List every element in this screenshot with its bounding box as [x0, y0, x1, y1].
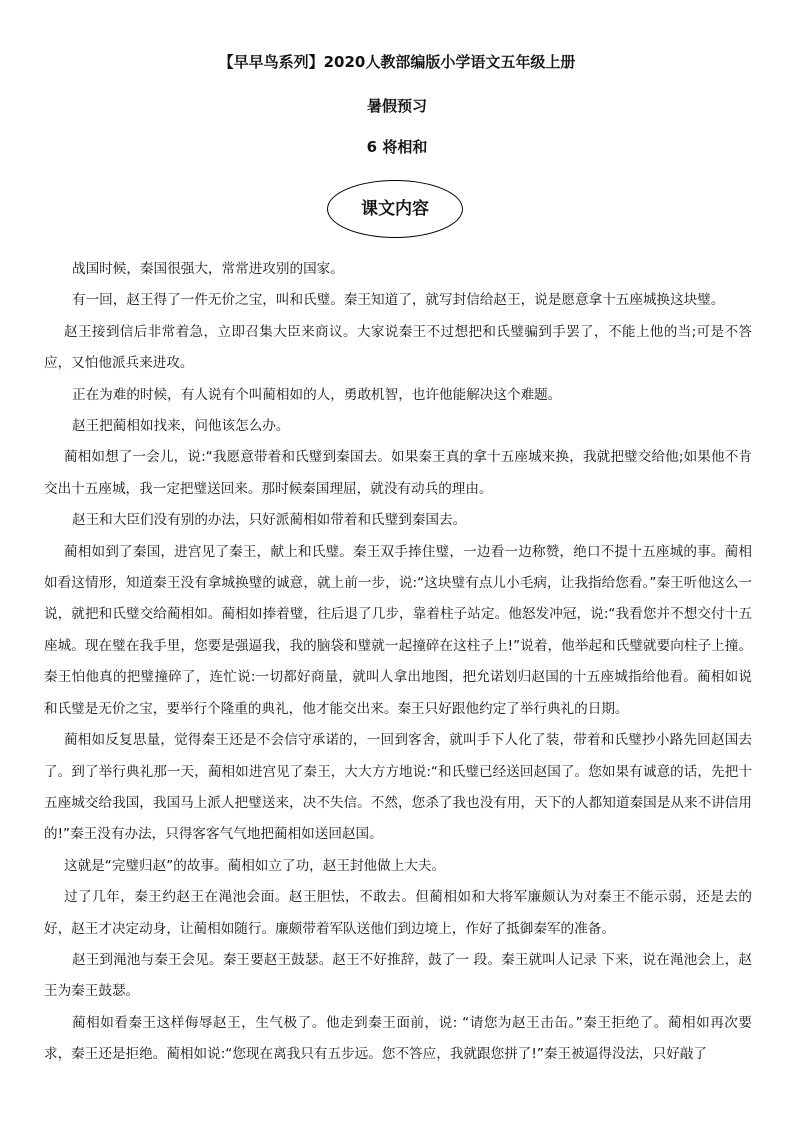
paragraph: 这就是“完璧归赵”的故事。蔺相如立了功，赵王封他做上大夫。	[64, 857, 446, 874]
section-label: 课文内容	[361, 199, 429, 219]
paragraph: 赵王到渑池与秦王会见。秦王要赵王鼓瑟。赵王不好推辞，鼓了一 段。秦王就叫人记录 下来，说在渑池会上，赵王为秦王鼓瑟。	[44, 951, 752, 1000]
paragraph: 过了几年，秦王约赵王在渑池会面。赵王胆怯，不敢去。但蔺相如和大将军廉颇认为对秦王不能示弱，还是去的好，赵王才决定动身，让蔺相如随行。廉颇带着军队送他们到边境上，作好了抵御秦军的准备。	[44, 889, 752, 937]
paragraph: 赵王把蔺相如找来，问他该怎么办。	[72, 418, 290, 435]
lesson-title: 6 将相和	[366, 138, 428, 156]
paragraph: 蔺相如反复思量，觉得秦王还是不会信守承诺的，一回到客舍，就叫手下人化了装，带着和氏璧抄小路先回赵国去了。到了举行典礼那一天，蔺相如进宫见了秦王，大大方方地说:“和氏璧已经送回赵国了。您如果有诚意的话，先把十五座城交给我国，我国马上派人把璧送来，决不失信。不然，您杀了我也没有用，天下的人都知道秦国是从来不讲信用的!”秦王没有办法，只得客客气气地把蔺相如送回赵国。	[44, 732, 752, 843]
section-label-oval	[327, 180, 463, 238]
paragraph: 战国时候，秦国很强大，常常进攻别的国家。	[72, 261, 344, 277]
paragraph: 赵王和大臣们没有别的办法，只好派蔺相如带着和氏璧到秦国去。	[72, 512, 467, 529]
lesson-text	[44, 254, 752, 1071]
subtitle: 暑假预习	[366, 97, 427, 115]
paragraph: 蔺相如想了一会儿，说:“我愿意带着和氏璧到秦国去。如果秦王真的拿十五座城来换，我就把璧交给他;如果他不肯交出十五座城，我一定把璧送回来。那时候秦国理屈，就没有动兵的理由。	[44, 449, 752, 497]
paragraph: 蔺相如到了秦国，进宫见了秦王，献上和氏璧。秦王双手捧住璧，一边看一边称赞，绝口不提十五座城的事。蔺相如看这情形，知道秦王没有拿城换璧的诚意，就上前一步，说:“这块璧有点儿小毛病，让我指给您看。”秦王听他这么一说，就把和氏璧交给蔺相如。蔺相如捧着璧，往后退了几步，靠着柱子站定。他怒发冲冠，说:“我看您并不想交付十五座城。现在璧在我手里，您要是强逼我，我的脑袋和璧就一起撞碎在这柱子上!”说着，他举起和氏璧就要向柱子上撞。秦王怕他真的把璧撞碎了，连忙说:一切都好商量，就叫人拿出地图，把允诺划归赵国的十五座城指给他看。蔺相如说和氏璧是无价之宝，要举行个隆重的典礼，他才能交出来。秦王只好跟他约定了举行典礼的日期。	[44, 543, 752, 717]
paragraph: 正在为难的时候，有人说有个叫蔺相如的人，勇敢机智，也许他能解决这个难题。	[72, 386, 562, 403]
paragraph: 蔺相如看秦王这样侮辱赵王，生气极了。他走到秦王面前，说: “请您为赵王击缶。”秦王拒绝了。蔺相如再次要求，秦王还是拒绝。蔺相如说:“您现在离我只有五步远。您不答应，我就跟您拼了!”秦王被逼得没法，只好敲了	[44, 1014, 752, 1063]
paragraph: 赵王接到信后非常着急，立即召集大臣来商议。大家说秦王不过想把和氏璧骗到手罢了，不能上他的当;可是不答应，又怕他派兵来进攻。	[44, 323, 752, 372]
paragraph: 有一回，赵王得了一件无价之宝，叫和氏璧。秦王知道了，就写封信给赵王，说是愿意拿十五座城换这块璧。	[72, 292, 725, 309]
series-title: 【早早鸟系列】2020人教部编版小学语文五年级上册	[218, 53, 576, 71]
